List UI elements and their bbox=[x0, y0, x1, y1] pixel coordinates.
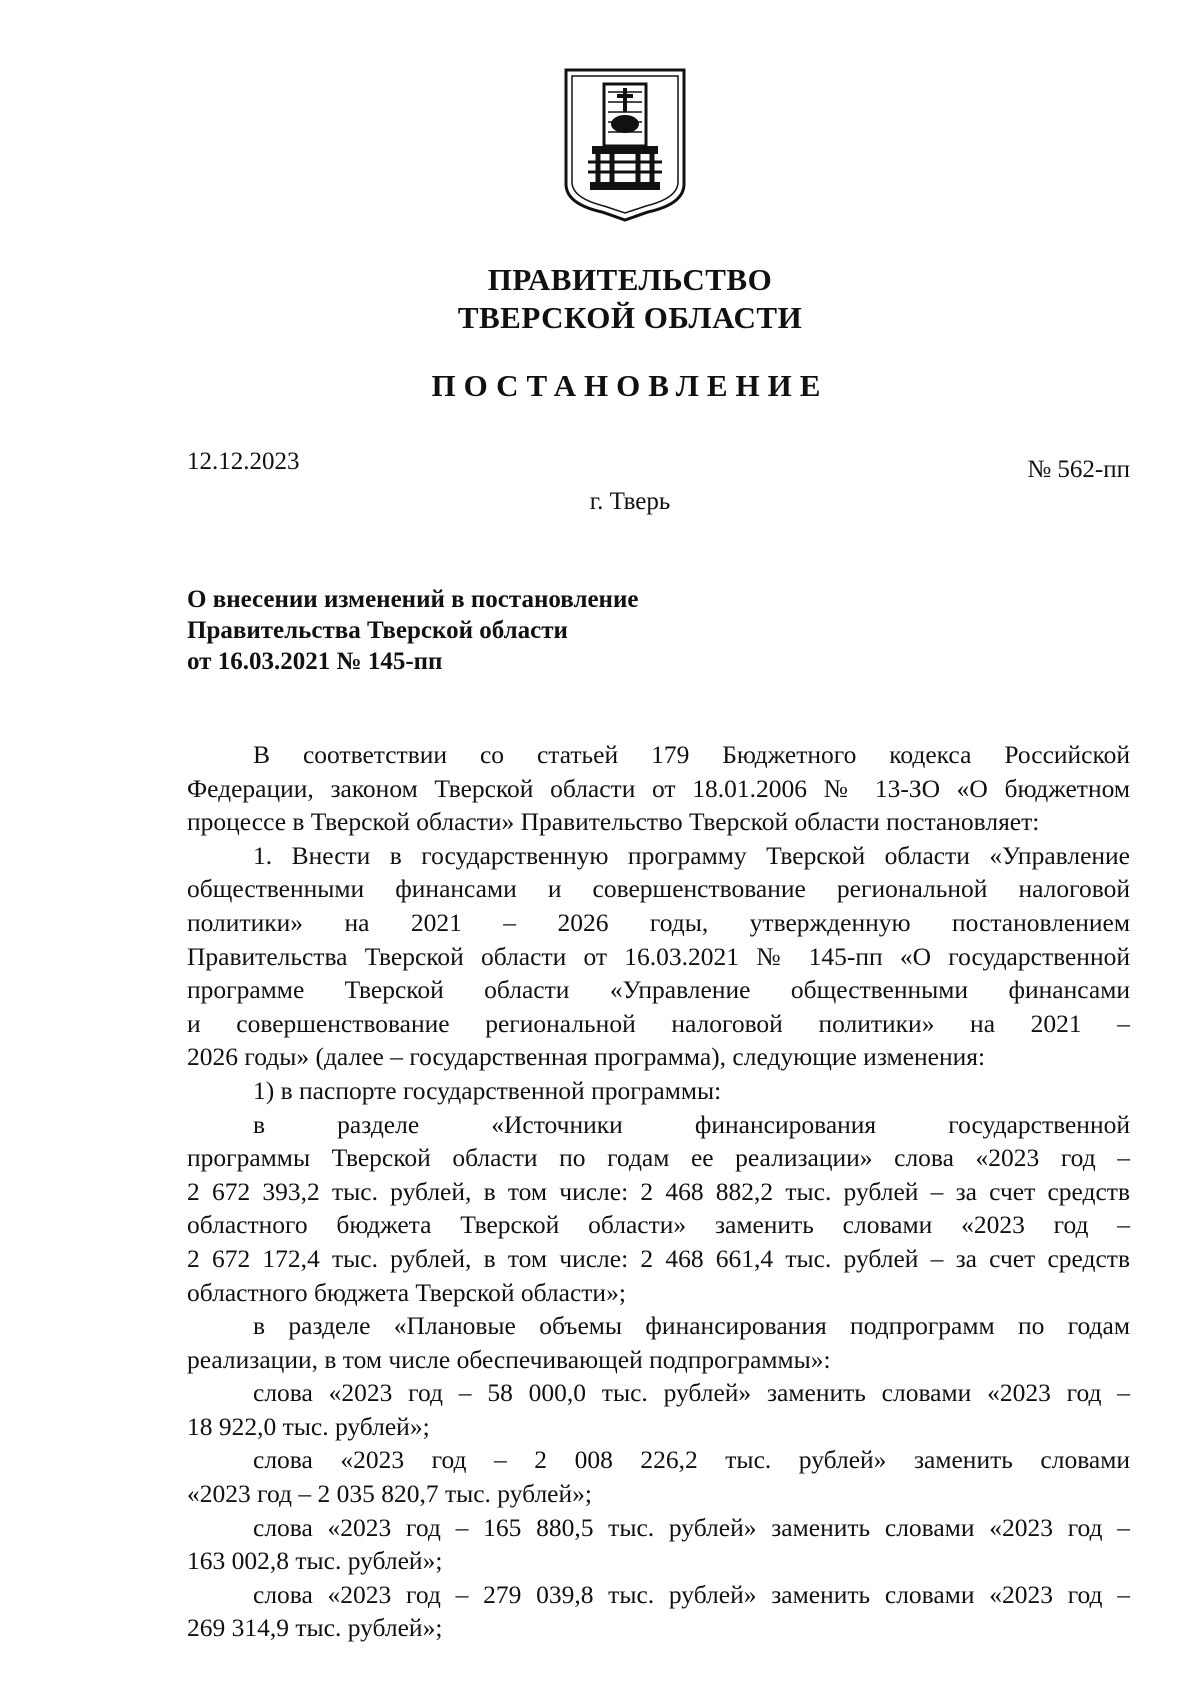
body-line: областного бюджета Тверской области»; bbox=[187, 1277, 626, 1307]
decree-city: г. Тверь bbox=[589, 488, 671, 515]
body-line: программы Тверской области по годам ее реализации» слова «2023 год – bbox=[187, 1143, 1130, 1173]
body-line: Правительства Тверской области от 16.03.2021 № 145-пп «О государственной bbox=[187, 941, 1130, 971]
decree-number: № 562-пп bbox=[1027, 456, 1130, 483]
body-line: 269 314,9 тыс. рублей»; bbox=[187, 1613, 443, 1643]
body-line: и совершенствование региональной налоговой политики» на 2021 – bbox=[187, 1008, 1130, 1038]
body-line: слова «2023 год – 2 008 226,2 тыс. рублей» заменить словами bbox=[253, 1445, 1130, 1475]
body-line: областного бюджета Тверской области» заменить словами «2023 год – bbox=[187, 1210, 1130, 1240]
subject-line: Правительства Тверской области bbox=[187, 617, 568, 644]
body-line: 18 922,0 тыс. рублей»; bbox=[187, 1411, 430, 1441]
body-line: «2023 год – 2 035 820,7 тыс. рублей»; bbox=[187, 1479, 592, 1509]
body-line: 2026 годы» (далее – государственная программа), следующие изменения: bbox=[187, 1042, 986, 1072]
body-line: программе Тверской области «Управление общественными финансами bbox=[187, 975, 1130, 1005]
body-line: 1. Внести в государственную программу Тверской области «Управление bbox=[253, 840, 1130, 870]
body-line: в разделе «Плановые объемы финансирования подпрограмм по годам bbox=[253, 1311, 1130, 1341]
body-line: Федерации, законом Тверской области от 18.01.2006 № 13-ЗО «О бюджетном bbox=[187, 773, 1130, 803]
subject-line: от 16.03.2021 № 145-пп bbox=[187, 648, 443, 675]
decree-body bbox=[187, 738, 1130, 1645]
government-title-line1: ПРАВИТЕЛЬСТВО bbox=[487, 262, 773, 297]
body-line: общественными финансами и совершенствование региональной налоговой bbox=[187, 874, 1130, 904]
body-line: В соответствии со статьей 179 Бюджетного кодекса Российской bbox=[253, 740, 1130, 769]
body-line: слова «2023 год – 165 880,5 тыс. рублей» заменить словами «2023 год – bbox=[253, 1512, 1130, 1542]
coat-of-arms-emblem bbox=[562, 66, 688, 224]
document-type-title: ПОСТАНОВЛЕНИЕ bbox=[431, 368, 829, 403]
body-line: в разделе «Источники финансирования государственной bbox=[253, 1109, 1130, 1139]
decree-date: 12.12.2023 bbox=[187, 448, 300, 475]
body-line: 1) в паспорте государственной программы: bbox=[253, 1075, 722, 1105]
decree-subject bbox=[187, 584, 638, 677]
body-line: 2 672 172,4 тыс. рублей, в том числе: 2 468 661,4 тыс. рублей – за счет средств bbox=[187, 1243, 1130, 1273]
body-line: слова «2023 год – 58 000,0 тыс. рублей» заменить словами «2023 год – bbox=[253, 1378, 1130, 1408]
subject-line: О внесении изменений в постановление bbox=[187, 586, 639, 613]
body-line: реализации, в том числе обеспечивающей подпрограммы»: bbox=[187, 1344, 831, 1374]
government-title-line2: ТВЕРСКОЙ ОБЛАСТИ bbox=[457, 300, 803, 335]
body-line: слова «2023 год – 279 039,8 тыс. рублей» заменить словами «2023 год – bbox=[253, 1579, 1130, 1609]
body-line: процессе в Тверской области» Правительство Тверской области постановляет: bbox=[187, 807, 1040, 837]
body-line: 163 002,8 тыс. рублей»; bbox=[187, 1546, 443, 1576]
body-line: 2 672 393,2 тыс. рублей, в том числе: 2 468 882,2 тыс. рублей – за счет средств bbox=[187, 1176, 1130, 1206]
body-line: политики» на 2021 – 2026 годы, утвержденную постановлением bbox=[187, 907, 1130, 937]
